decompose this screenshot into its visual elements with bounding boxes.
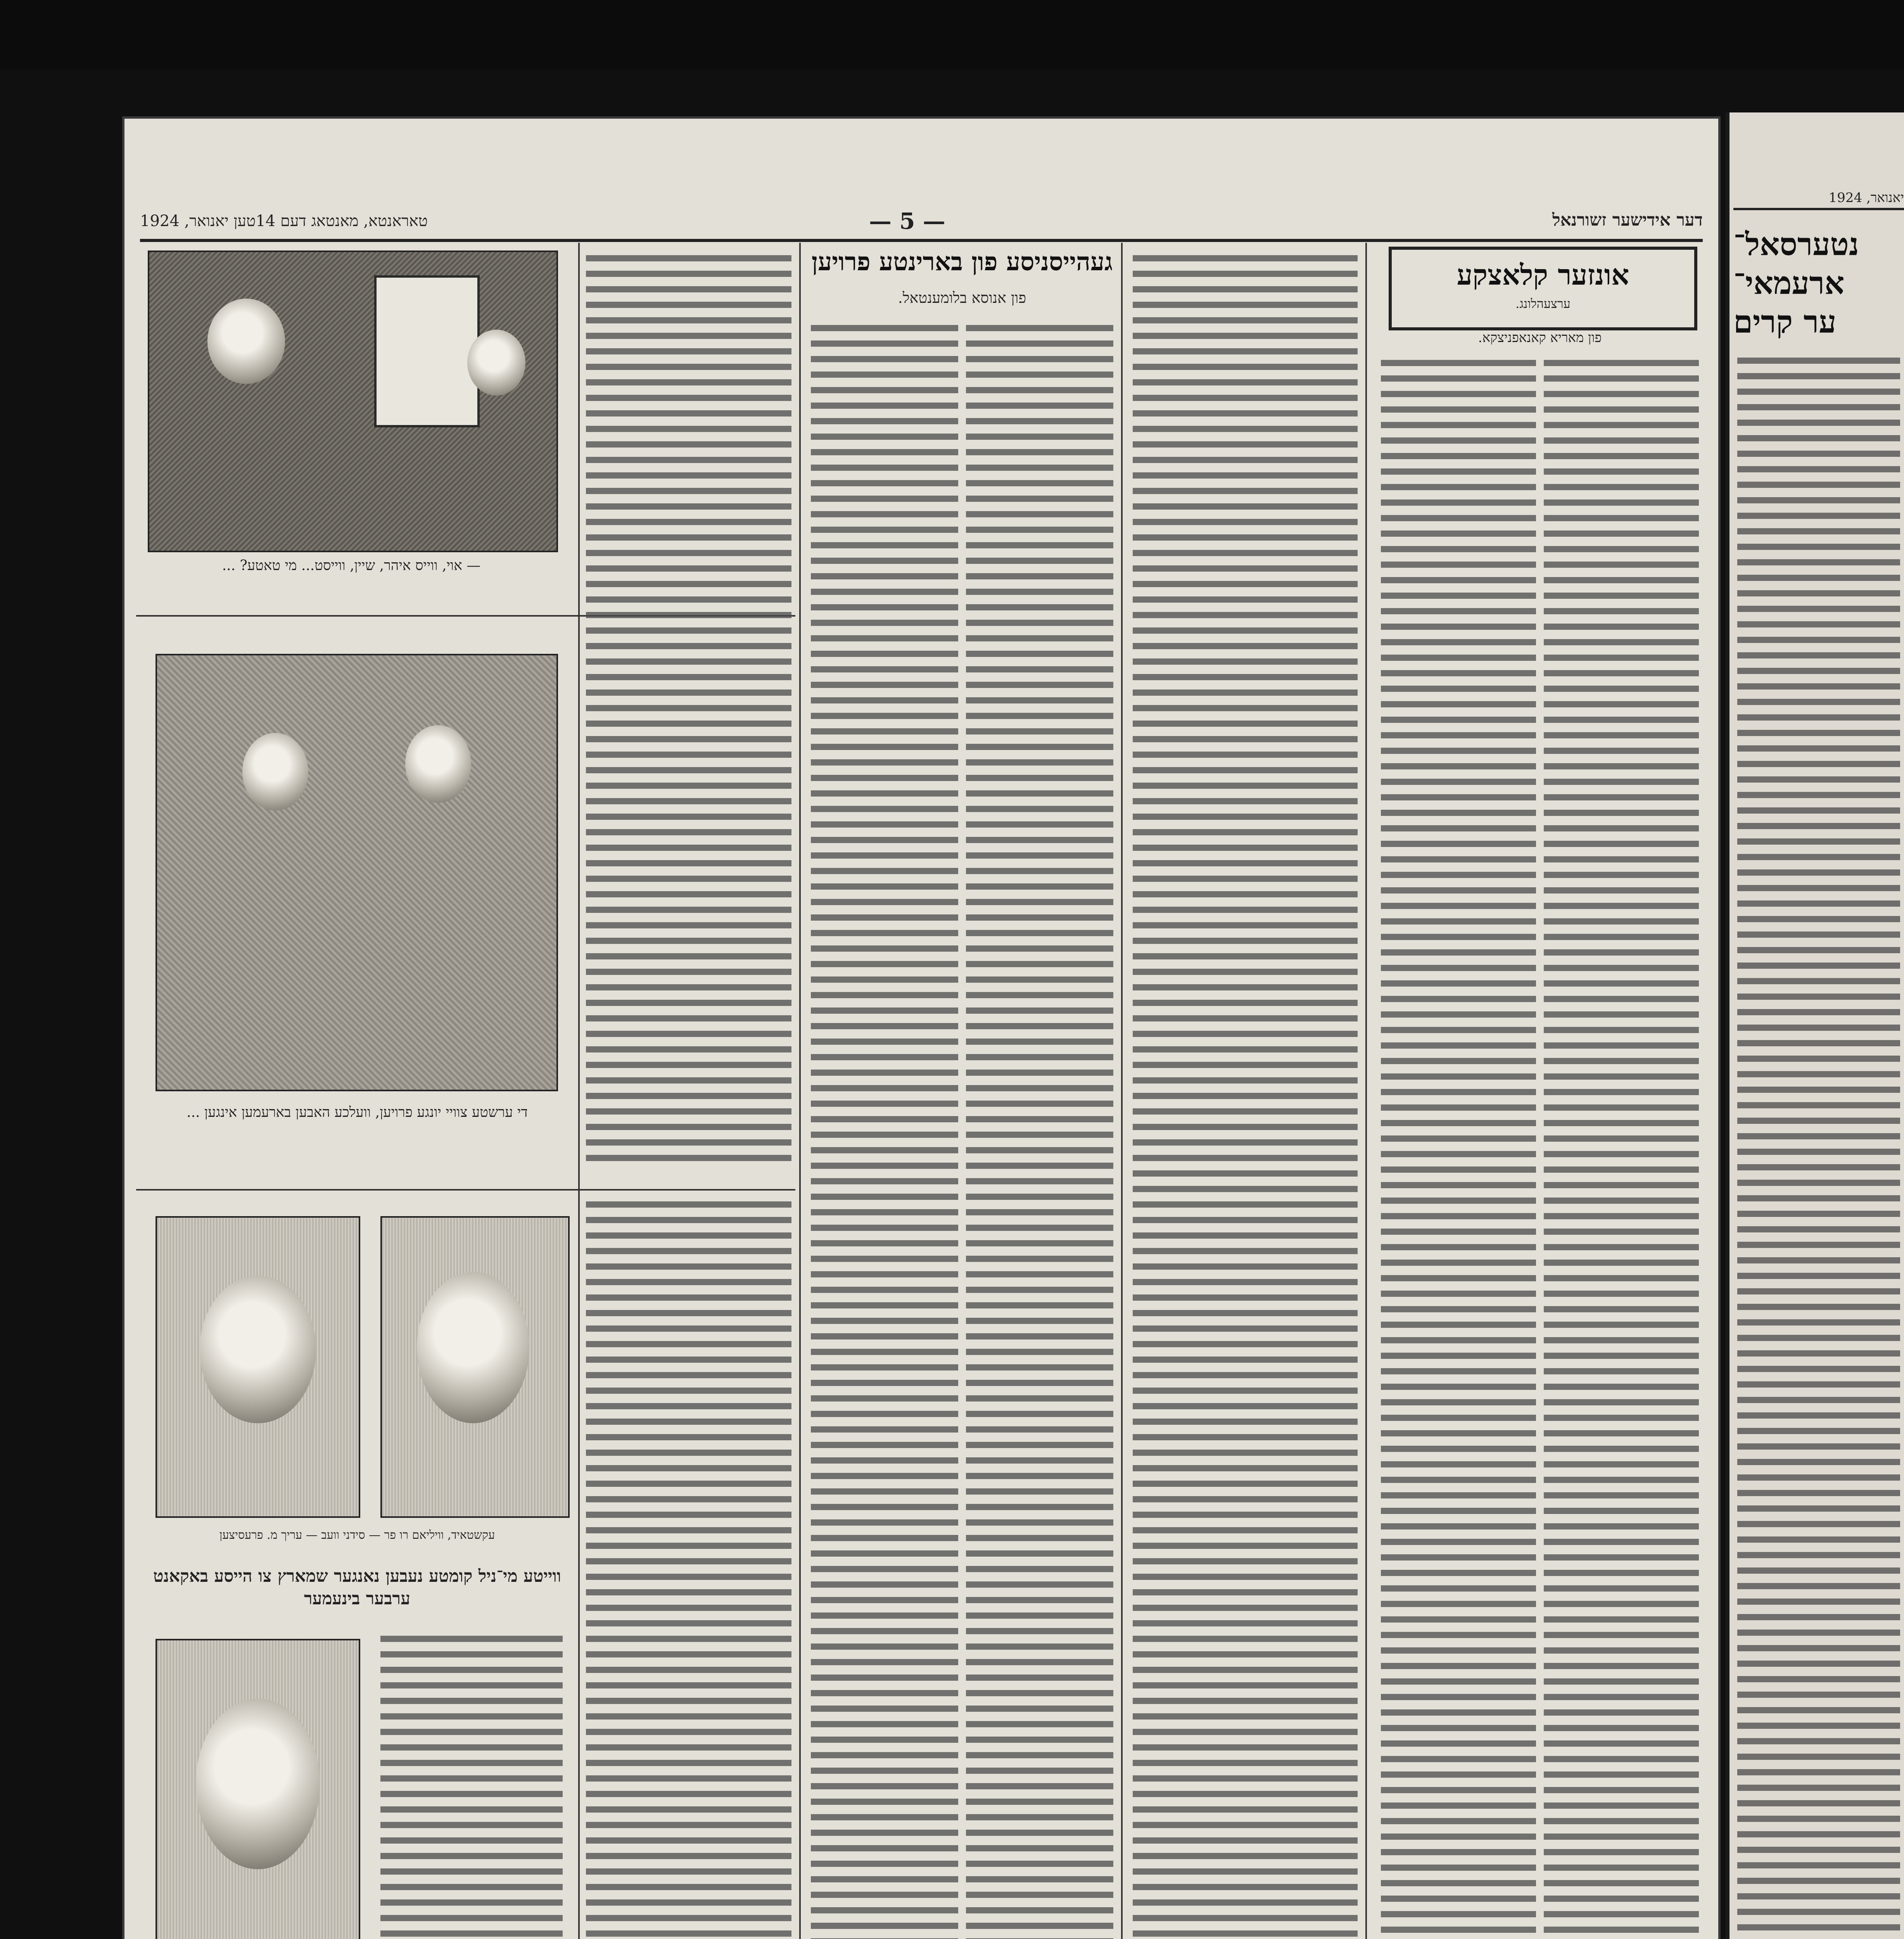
article-text: [811, 320, 958, 1939]
column-rule: [1365, 243, 1367, 1939]
story-title-box: [1389, 247, 1697, 330]
standing-figure: [467, 330, 525, 396]
article-text: [586, 251, 791, 1166]
adjacent-headline-line: ארעמאי־: [1733, 265, 1845, 301]
article-text: [586, 1197, 791, 1939]
article-text: [966, 320, 1113, 1939]
photo-headline: ווייטע מי־ניל קומטע נעבען נאנגער שמארץ צו הייסע באקאנט ערבער בינעמער: [153, 1566, 562, 1609]
column-rule: [578, 243, 580, 1939]
newspaper-page: [122, 116, 1721, 1939]
film-border: [0, 0, 1904, 70]
adjacent-header-date: יאנואר, 1924: [1733, 190, 1904, 210]
article-byline: פון אנוסא בלומענטאל.: [898, 289, 1026, 306]
portrait-face: [200, 1276, 316, 1423]
portrait-photo: [380, 1216, 570, 1518]
adjacent-page: [1726, 112, 1904, 1939]
section-rule: [136, 1189, 795, 1191]
adjacent-headline-line: ער קרים: [1733, 304, 1837, 340]
adjacent-headline-line: נטערסאל־: [1733, 226, 1859, 263]
photo-caption: די ערשטע צוויי יונגע פרויען, וועלכע האבען בארעמען אינגען ...: [187, 1104, 528, 1120]
seated-figure: [207, 299, 285, 384]
article-headline: געהייסניסע פון בארינטע פרויען: [811, 247, 1113, 277]
photo-caption: עקשטאיד, וויליאם רו פר — סידני וועב — עריך מ. פרעסיצען: [219, 1528, 495, 1542]
photo-caption: — אוי, ווייס איהר, שיין, ווייסט... מי טאטע? ...: [222, 558, 481, 574]
story-title: אונזער קלאצקע: [1457, 258, 1629, 291]
article-text: [380, 1631, 563, 1939]
woman-face: [405, 725, 471, 803]
portrait-photo: [155, 1639, 360, 1939]
portrait-face: [417, 1272, 529, 1423]
adjacent-text: [1737, 353, 1900, 1939]
window-drawing: [374, 275, 480, 427]
article-text: [1133, 251, 1358, 1939]
portrait-face: [196, 1699, 320, 1869]
portrait-photo: [155, 1216, 360, 1518]
story-genre: ערצעהלונג.: [1515, 296, 1571, 311]
column-rule: [1121, 243, 1123, 1939]
header-date: טאראנטא, מאנטאג דעם 14טען יאנואר, 1924: [140, 212, 428, 230]
paper-name: דער אידישער זשורנאל: [1552, 210, 1703, 230]
article-text: [1544, 355, 1699, 1939]
illustration-room-scene: [148, 251, 558, 552]
story-byline: פון מאריא קאנאפניצקא.: [1478, 330, 1602, 346]
adjacent-headline: [1733, 225, 1904, 341]
photo-two-women: [155, 654, 558, 1091]
column-rule: [799, 243, 801, 1939]
page-number: — 5 —: [869, 208, 945, 234]
article-text: [1381, 355, 1536, 1939]
page-header: [140, 208, 1703, 242]
woman-face: [242, 733, 308, 811]
